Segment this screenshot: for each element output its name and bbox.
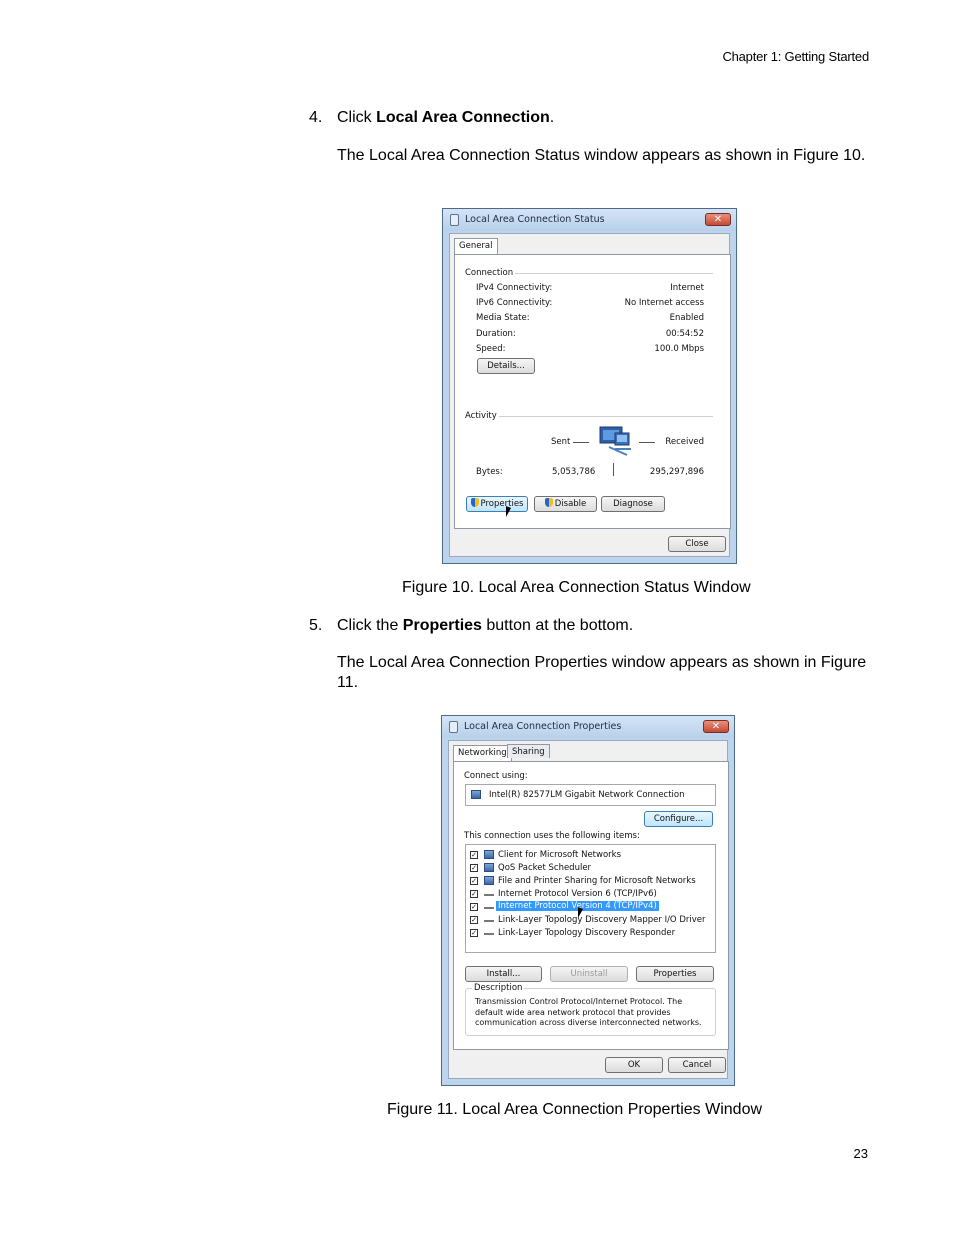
adapter-name: Intel(R) 82577LM Gigabit Network Connection	[489, 790, 685, 800]
item-label: Client for Microsoft Networks	[498, 850, 622, 860]
divider	[639, 442, 655, 443]
duration-label: Duration:	[476, 329, 516, 339]
list-item[interactable]	[466, 888, 715, 901]
protocol-icon	[484, 916, 494, 922]
mouse-cursor-icon	[506, 506, 511, 517]
item-label: File and Printer Sharing for Microsoft Networks	[498, 876, 696, 886]
figure-11-caption: Figure 11. Local Area Connection Properties Window	[387, 1101, 763, 1118]
item-label: Internet Protocol Version 6 (TCP/IPv6)	[498, 889, 657, 899]
window-title: Local Area Connection Properties	[464, 721, 622, 732]
item-label: Link-Layer Topology Discovery Responder	[498, 928, 676, 938]
items-list	[465, 844, 716, 953]
tab-panel	[453, 761, 729, 1050]
bytes-label: Bytes:	[476, 467, 503, 477]
checkbox[interactable]: ✓	[471, 890, 477, 898]
tab-networking[interactable]: Networking	[453, 745, 512, 762]
description-label: Description	[474, 983, 523, 993]
sent-label: Sent	[551, 437, 571, 447]
close-button[interactable]: Close	[668, 536, 726, 552]
description-group	[465, 983, 716, 1036]
list-item[interactable]	[466, 914, 715, 927]
description-text: Transmission Control Protocol/Internet Protocol. The default wide area network protocol that provides communication across diverse interconnected networks.	[475, 997, 702, 1027]
list-item[interactable]	[466, 849, 715, 862]
client-icon	[484, 850, 494, 859]
diagnose-button[interactable]: Diagnose	[601, 496, 665, 512]
bytes-sent-value: 5,053,786	[552, 467, 596, 477]
network-activity-icon	[597, 425, 637, 461]
list-item[interactable]	[466, 862, 715, 875]
items-label: This connection uses the following items:	[464, 831, 640, 841]
ipv4-value: Internet	[670, 283, 704, 293]
ok-button[interactable]: OK	[605, 1057, 663, 1073]
item-properties-button[interactable]: Properties	[636, 966, 714, 982]
disable-button[interactable]: Disable	[534, 496, 597, 512]
uninstall-button[interactable]: Uninstall	[550, 966, 628, 982]
close-icon[interactable]: ✕	[703, 720, 729, 733]
page-number: 23	[853, 1146, 868, 1161]
shield-icon	[471, 498, 479, 507]
item-label: QoS Packet Scheduler	[498, 863, 592, 873]
install-button[interactable]: Install...	[465, 966, 542, 982]
duration-value: 00:54:52	[665, 329, 704, 339]
close-icon[interactable]: ✕	[705, 213, 731, 226]
window-title: Local Area Connection Status	[465, 214, 605, 225]
window-body	[448, 740, 728, 1079]
network-icon	[449, 721, 458, 733]
checkbox[interactable]: ✓	[471, 877, 477, 885]
speed-value: 100.0 Mbps	[654, 344, 704, 354]
protocol-icon	[484, 929, 494, 935]
step-number: 4.	[309, 109, 323, 126]
adapter-icon	[471, 790, 481, 799]
network-icon	[450, 214, 459, 226]
properties-window	[441, 715, 735, 1086]
item-label: Link-Layer Topology Discovery Mapper I/O Driver	[498, 915, 706, 925]
window-title-bar	[442, 716, 734, 738]
protocol-icon	[484, 890, 494, 896]
received-label: Received	[665, 437, 704, 447]
media-state-value: Enabled	[669, 313, 704, 323]
checkbox[interactable]: ✓	[471, 929, 477, 937]
scheduler-icon	[484, 863, 494, 872]
checkbox[interactable]: ✓	[471, 864, 477, 872]
adapter-box	[465, 784, 716, 806]
divider	[613, 463, 614, 476]
list-item-selected[interactable]	[466, 901, 715, 914]
step-4-description: The Local Area Connection Status window appears as shown in Figure 10.	[337, 147, 866, 164]
ipv6-value: No Internet access	[624, 298, 704, 308]
tab-general[interactable]: General	[454, 238, 498, 255]
properties-button[interactable]: Properties	[466, 496, 528, 512]
divider	[499, 416, 713, 417]
ipv6-label: IPv6 Connectivity:	[476, 298, 553, 308]
connect-using-label: Connect using:	[464, 771, 528, 781]
window-title-bar	[443, 209, 736, 231]
connection-group-label: Connection	[465, 268, 514, 278]
divider	[573, 442, 589, 443]
chapter-header: Chapter 1: Getting Started	[722, 49, 869, 64]
sharing-icon	[484, 876, 494, 885]
list-item[interactable]	[466, 875, 715, 888]
ipv4-label: IPv4 Connectivity:	[476, 283, 553, 293]
checkbox[interactable]: ✓	[471, 903, 477, 911]
shield-icon	[545, 498, 553, 507]
step-5-description: The Local Area Connection Properties window appears as shown in Figure 11.	[337, 654, 867, 691]
step-text: Click Local Area Connection.	[337, 109, 555, 126]
configure-button[interactable]: Configure...	[644, 811, 713, 827]
activity-group-label: Activity	[465, 411, 497, 421]
checkbox[interactable]: ✓	[471, 851, 477, 859]
list-item[interactable]	[466, 927, 715, 940]
bytes-received-value: 295,297,896	[649, 467, 704, 477]
status-window	[442, 208, 737, 564]
figure-10-caption: Figure 10. Local Area Connection Status Window	[402, 579, 751, 596]
step-number: 5.	[309, 617, 323, 634]
cancel-button[interactable]: Cancel	[668, 1057, 726, 1073]
divider	[515, 273, 713, 274]
speed-label: Speed:	[476, 344, 506, 354]
step-text: Click the Properties button at the bottom.	[337, 617, 634, 634]
protocol-icon	[484, 903, 494, 909]
checkbox[interactable]: ✓	[471, 916, 477, 924]
window-body	[449, 233, 730, 557]
tab-panel	[454, 254, 731, 529]
media-state-label: Media State:	[476, 313, 530, 323]
item-label: Internet Protocol Version 4 (TCP/IPv4)	[498, 901, 657, 911]
tab-sharing[interactable]: Sharing	[507, 744, 550, 758]
details-button[interactable]: Details...	[477, 358, 535, 374]
